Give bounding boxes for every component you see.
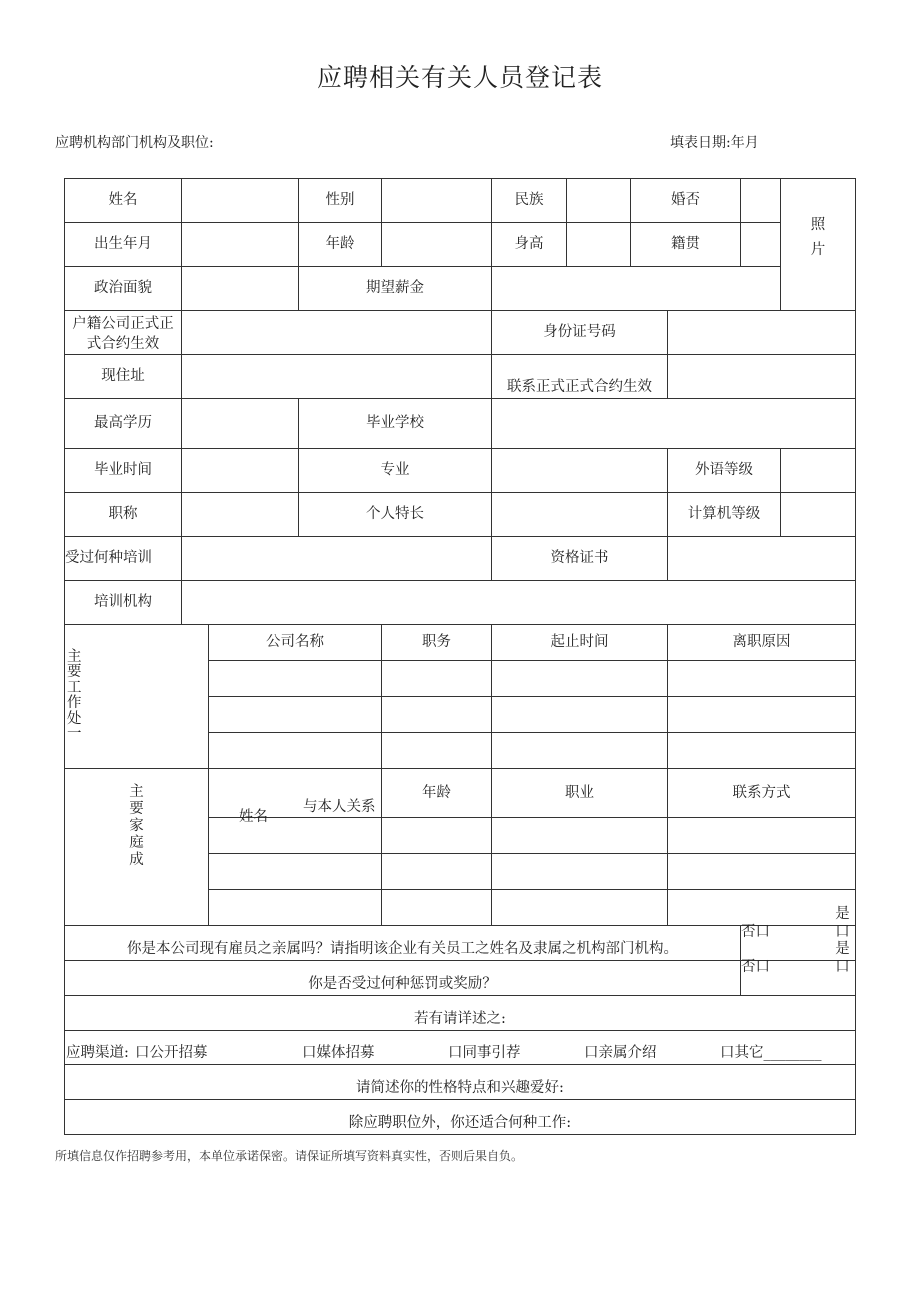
work-cell[interactable] bbox=[209, 733, 382, 769]
family-header-name-relation bbox=[209, 769, 382, 825]
input-specialty[interactable] bbox=[492, 493, 668, 537]
input-major[interactable] bbox=[492, 449, 668, 493]
label-title: 职称 bbox=[65, 493, 182, 537]
photo-box[interactable] bbox=[781, 179, 856, 311]
photo-label-1: 照 bbox=[810, 217, 826, 234]
family-cell[interactable] bbox=[382, 890, 492, 926]
photo-label-2: 片 bbox=[810, 241, 826, 258]
channel-label: 应聘渠道: bbox=[66, 1044, 129, 1061]
label-training-org: 培训机构 bbox=[65, 581, 182, 625]
input-training-org[interactable] bbox=[182, 581, 856, 625]
input-hukou[interactable] bbox=[182, 311, 492, 355]
label-gender: 性别 bbox=[299, 179, 382, 223]
family-header-job: 职业 bbox=[492, 769, 668, 818]
channel-public-checkbox[interactable]: 口公开招募 bbox=[135, 1044, 208, 1061]
input-training[interactable] bbox=[182, 537, 492, 581]
position-label: 应聘机构部门机构及职位: bbox=[55, 135, 214, 151]
work-cell[interactable] bbox=[668, 697, 856, 733]
label-school: 毕业学校 bbox=[299, 399, 492, 449]
channel-media-checkbox[interactable]: 口媒体招募 bbox=[302, 1044, 375, 1061]
input-height[interactable] bbox=[567, 223, 631, 267]
channel-other-checkbox[interactable]: 口其它________ bbox=[720, 1044, 822, 1061]
channel-row bbox=[65, 1031, 856, 1065]
label-marital: 婚否 bbox=[631, 179, 741, 223]
punish-yes-checkbox[interactable]: 是口 bbox=[835, 940, 850, 975]
family-header-age: 年龄 bbox=[382, 769, 492, 818]
label-contact: 联系正式正式合约生效 bbox=[492, 355, 668, 399]
family-section-label bbox=[65, 769, 209, 926]
detail-field[interactable]: 若有请详述之: bbox=[65, 996, 856, 1031]
input-ethnicity[interactable] bbox=[567, 179, 631, 223]
label-name: 姓名 bbox=[65, 179, 182, 223]
work-header-period: 起止时间 bbox=[492, 625, 668, 661]
family-cell[interactable] bbox=[209, 854, 382, 890]
label-training: 受过何种培训 bbox=[65, 537, 182, 581]
family-header-contact: 联系方式 bbox=[668, 769, 856, 818]
input-salary[interactable] bbox=[492, 267, 781, 311]
family-cell[interactable] bbox=[382, 854, 492, 890]
work-cell[interactable] bbox=[492, 661, 668, 697]
family-cell[interactable] bbox=[668, 890, 856, 926]
family-header-name: 姓名 bbox=[239, 809, 268, 825]
personality-field[interactable]: 请简述你的性格特点和兴趣爱好: bbox=[65, 1065, 856, 1100]
label-height: 身高 bbox=[492, 223, 567, 267]
other-jobs-field[interactable]: 除应聘职位外，你还适合何种工作: bbox=[65, 1100, 856, 1135]
input-title[interactable] bbox=[182, 493, 299, 537]
input-age[interactable] bbox=[382, 223, 492, 267]
input-marital[interactable] bbox=[741, 179, 781, 223]
label-specialty: 个人特长 bbox=[299, 493, 492, 537]
family-cell[interactable] bbox=[668, 818, 856, 854]
work-cell[interactable] bbox=[382, 661, 492, 697]
work-header-company: 公司名称 bbox=[209, 625, 382, 661]
work-cell[interactable] bbox=[209, 661, 382, 697]
label-foreign-lang: 外语等级 bbox=[668, 449, 781, 493]
work-cell[interactable] bbox=[668, 733, 856, 769]
label-hukou-line2: 式合约生效 bbox=[86, 336, 160, 353]
input-political[interactable] bbox=[182, 267, 299, 311]
label-birth: 出生年月 bbox=[65, 223, 182, 267]
input-name[interactable] bbox=[182, 179, 299, 223]
label-address: 现住址 bbox=[65, 355, 182, 399]
work-header-reason: 离职原因 bbox=[668, 625, 856, 661]
label-education: 最高学历 bbox=[65, 399, 182, 449]
input-native[interactable] bbox=[741, 223, 781, 267]
family-cell[interactable] bbox=[492, 854, 668, 890]
family-cell[interactable] bbox=[382, 818, 492, 854]
label-major: 专业 bbox=[299, 449, 492, 493]
family-header-relation: 与本人关系 bbox=[303, 799, 376, 815]
work-label-text: 主要工作处一 bbox=[67, 648, 82, 743]
question-punish: 你是否受过何种惩罚或奖励？ bbox=[65, 961, 741, 996]
input-id-number[interactable] bbox=[668, 311, 856, 355]
work-cell[interactable] bbox=[492, 697, 668, 733]
label-age: 年龄 bbox=[299, 223, 382, 267]
punish-no-checkbox[interactable]: 否口 bbox=[741, 958, 770, 975]
work-cell[interactable] bbox=[492, 733, 668, 769]
input-contact[interactable] bbox=[668, 355, 856, 399]
channel-colleague-checkbox[interactable]: 口同事引荐 bbox=[448, 1044, 521, 1061]
input-foreign-lang[interactable] bbox=[781, 449, 856, 493]
label-grad-time: 毕业时间 bbox=[65, 449, 182, 493]
input-address[interactable] bbox=[182, 355, 492, 399]
input-education[interactable] bbox=[182, 399, 299, 449]
label-native: 籍贯 bbox=[631, 223, 741, 267]
work-cell[interactable] bbox=[382, 697, 492, 733]
registration-form bbox=[64, 178, 856, 1135]
label-hukou bbox=[65, 311, 182, 355]
input-grad-time[interactable] bbox=[182, 449, 299, 493]
page-title: 应聘相关有关人员登记表 bbox=[316, 63, 603, 92]
channel-relative-checkbox[interactable]: 口亲属介绍 bbox=[584, 1044, 657, 1061]
label-computer: 计算机等级 bbox=[668, 493, 781, 537]
family-cell[interactable] bbox=[209, 818, 382, 854]
footer-note: 所填信息仅作招聘参考用，本单位承诺保密。请保证所填写资料真实性，否则后果自负。 bbox=[55, 1149, 524, 1163]
label-political: 政治面貌 bbox=[65, 267, 182, 311]
label-id-number: 身份证号码 bbox=[492, 311, 668, 355]
work-cell[interactable] bbox=[382, 733, 492, 769]
question-relative: 你是本公司现有雇员之亲属吗？请指明该企业有关员工之姓名及隶属之机构部门机构。 bbox=[65, 926, 741, 961]
date-label: 填表日期:年月 bbox=[670, 135, 759, 151]
relative-yes-checkbox[interactable]: 是口 bbox=[835, 905, 850, 940]
input-birth[interactable] bbox=[182, 223, 299, 267]
answer-punish bbox=[741, 940, 856, 996]
input-certificate[interactable] bbox=[668, 537, 856, 581]
input-computer[interactable] bbox=[781, 493, 856, 537]
family-cell[interactable] bbox=[668, 854, 856, 890]
family-cell[interactable] bbox=[492, 818, 668, 854]
family-label-text: 主要家庭成 bbox=[129, 784, 144, 869]
label-salary: 期望薪金 bbox=[299, 267, 492, 311]
input-school[interactable] bbox=[492, 399, 856, 449]
work-cell[interactable] bbox=[209, 697, 382, 733]
work-section-label bbox=[65, 625, 209, 769]
relative-no-checkbox[interactable]: 否口 bbox=[741, 923, 770, 940]
family-cell[interactable] bbox=[209, 890, 382, 926]
input-gender[interactable] bbox=[382, 179, 492, 223]
work-cell[interactable] bbox=[668, 661, 856, 697]
label-ethnicity: 民族 bbox=[492, 179, 567, 223]
family-cell[interactable] bbox=[492, 890, 668, 926]
work-header-position: 职务 bbox=[382, 625, 492, 661]
label-certificate: 资格证书 bbox=[492, 537, 668, 581]
label-hukou-line1: 户籍公司正式正 bbox=[72, 316, 174, 332]
